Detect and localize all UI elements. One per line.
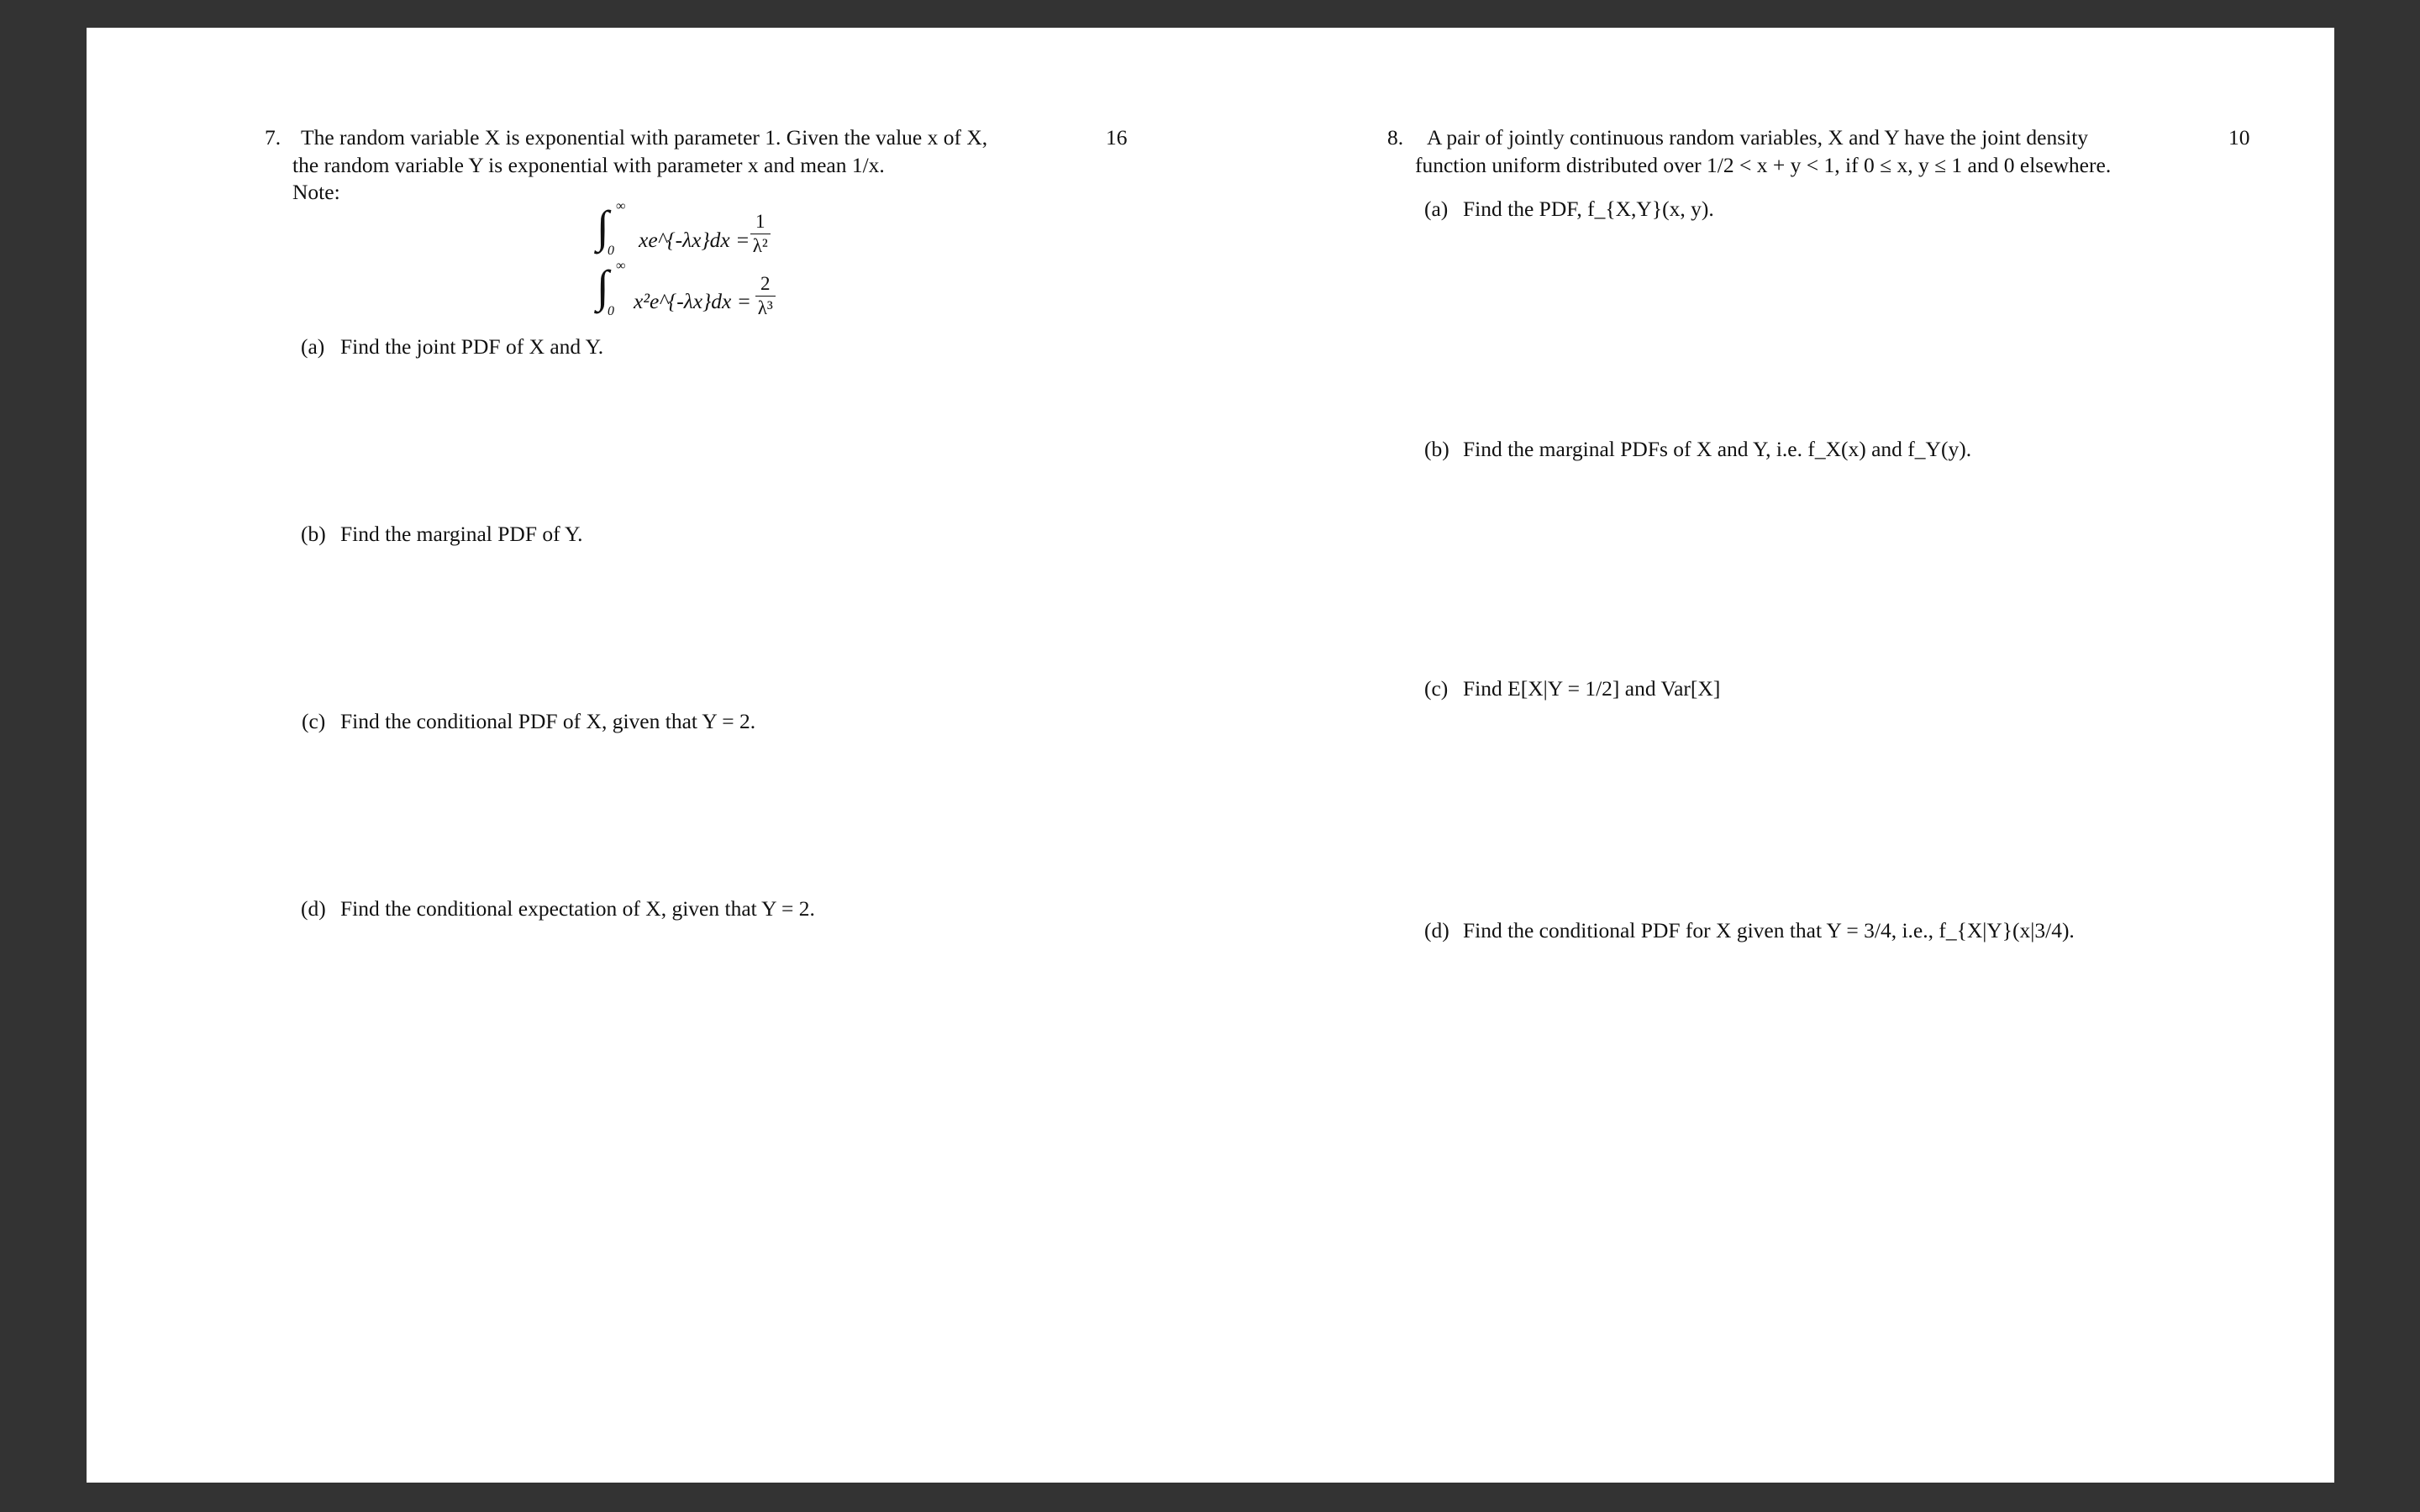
q8-part-a-text: Find the PDF, f_{X,Y}(x, y). [1463, 197, 1714, 221]
q8-number: 8. [1387, 125, 1404, 150]
fraction-numerator: 2 [755, 273, 776, 297]
q8-part-c-text: Find E[X|Y = 1/2] and Var[X] [1463, 676, 1721, 701]
q7-statement-line2: the random variable Y is exponential with parameter x and mean 1/x. [292, 153, 885, 177]
q8-part-b-label: (b) [1424, 437, 1449, 461]
integral-upper-limit: ∞ [616, 259, 626, 273]
q8-statement-line2: function uniform distributed over 1/2 < x + y < 1, if 0 ≤ x, y ≤ 1 and 0 elsewhere. [1415, 153, 2112, 177]
q8-part-c-label: (c) [1424, 676, 1449, 701]
fraction-denominator: λ² [752, 235, 768, 256]
integral-upper-limit: ∞ [616, 199, 626, 213]
q7-statement-line1: The random variable X is exponential with parameter 1. Given the value x of X, [301, 125, 988, 150]
integral-lower-limit: 0 [608, 304, 614, 318]
q7-note-label: Note: [292, 180, 340, 204]
fraction [750, 211, 771, 257]
q8-part-b-text: Find the marginal PDFs of X and Y, i.e. f_X(x) and f_Y(y). [1463, 437, 1972, 461]
integral-integrand: x²e^{-λx}dx = [634, 289, 751, 313]
q8-part-d-text: Find the conditional PDF for X given that Y = 3/4, i.e., f_{X|Y}(x|3/4). [1463, 918, 2075, 942]
exam-page [87, 28, 2334, 1483]
integral-sign: ∫ [597, 261, 609, 312]
q7-part-d-label: (d) [301, 896, 326, 921]
q7-part-a-text: Find the joint PDF of X and Y. [340, 334, 604, 359]
q7-part-b-label: (b) [301, 522, 326, 546]
q8-statement-line1: A pair of jointly continuous random variables, X and Y have the joint density [1427, 125, 2089, 150]
q7-points: 16 [1106, 125, 1128, 150]
q7-number: 7. [265, 125, 281, 150]
q7-part-a-label: (a) [301, 334, 325, 359]
q7-part-c-text: Find the conditional PDF of X, given that Y = 2. [340, 709, 756, 733]
q8-points: 10 [2228, 125, 2250, 150]
integral-integrand: xe^{-λx}dx = [639, 228, 750, 252]
integral-sign: ∫ [597, 202, 609, 252]
q7-part-b-text: Find the marginal PDF of Y. [340, 522, 583, 546]
integral-lower-limit: 0 [608, 244, 614, 258]
q8-part-d-label: (d) [1424, 918, 1449, 942]
fraction-denominator: λ³ [757, 297, 773, 318]
q7-part-d-text: Find the conditional expectation of X, given that Y = 2. [340, 896, 815, 921]
q8-part-a-label: (a) [1424, 197, 1449, 221]
fraction [755, 273, 776, 319]
q7-part-c-label: (c) [302, 709, 326, 733]
fraction-numerator: 1 [750, 211, 771, 234]
